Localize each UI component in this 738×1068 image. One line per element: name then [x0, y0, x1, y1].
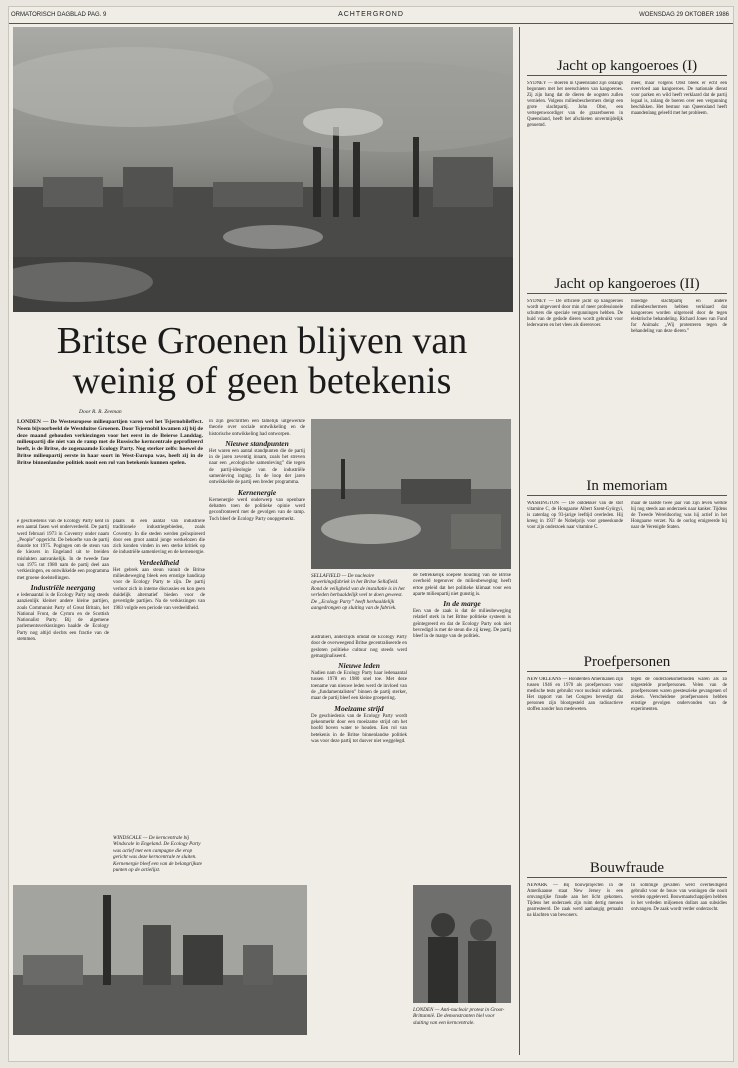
sidebar-box-proefpersonen — [527, 653, 727, 853]
page-header — [9, 7, 733, 24]
sidebar-text-kangoeroes-2a: SYDNEY — De officiële jacht op kangoeroes wordt uitgevoerd door min of meer professionele schutters die speciale vergunningen hebben. De huid van de gedode dieren wordt gebruikt voor lederwaren en het vlees als dierenvoer. — [527, 299, 623, 328]
col3-text3: Kernenergie werd onderwerp van openbare debatten toen de politieke opinie werd geconfronteerd met de gevolgen van de ramp. Toch bleef de Ecology Party onopgemerkt. — [209, 497, 305, 522]
article-intro: LONDEN — De Westeuropese milieupartijen varen wel het Tsjernobileffect. Neem bijvoorbeeld de Westduitse Groenen. Door Tsjernobil kwamen zij bij de deze maand gehouden verkiezingen voor het eerst in de Beierse Landdag. milieupartij die niet van de ramp met de Russische kerncentrale geprofiteerd heeft, is de Britse, de zogenaamde Ecology Party. Nog sterker zelfs: hoewel de Britse milieupartij eerste in haar soort in West-Europa was, heeft zij in de Britse binnenlandse politiek nooit een rol van betekenis kunnen spelen. — [17, 419, 203, 466]
sidebar-text-kangoeroes-1a: SYDNEY — Boeren in Queensland zijn onlangs begonnen met het neerschieten van kangoeroes. Zij zijn bang dat de dieren de oogsten zullen vernielen. Volgens milieubeschermers dreigt een grote slachtpartij. John Obst, een vertegenwoordiger van de grazerboeren in Queensland, heeft het afschieten onvermijdelijk genoemd. — [527, 81, 623, 128]
col5-text: de betrekkelijk soepele houding van de Britse overheid tegenover de milieubeweging heeft ertoe geleid dat het politieke klimaat voor een aparte milieupartij niet gunstig is. — [413, 573, 511, 597]
col2-text: plaats in een aantal van industriële traditionele industriegebieden, zoals Coventry. In die steden werden geïnspireerd door een groot aantal jonge werkelozen die zich konden vinden in een sterke kritiek op de industriële samenleving en de kernenergie. — [113, 519, 205, 556]
header-date: WOENSDAG 29 OKTOBER 1986 — [639, 12, 729, 18]
sidebar-box-kangoeroes-1 — [527, 57, 727, 267]
photo-sellafield-image — [311, 419, 511, 569]
column-divider — [519, 27, 520, 1055]
col2-text2: Het gebrek aan steun vanuit de Britse milieubeweging bleek een ernstige handicap voor de Ecology Party te zijn. De partij verloor zich in interne discussies en kon geen duidelijk alternatief bieden voor de gevestigde partijen. Na de verkiezingen van 1983 volgde een periode van verdeeldheid. — [113, 567, 205, 611]
article-column-5 — [413, 573, 511, 881]
photo-industrial-image — [13, 27, 513, 312]
header-left: ORMATORISCH DAGBLAD PAG. 9 — [11, 12, 107, 18]
sidebar-title-in-memoriam: In memoriam — [527, 477, 727, 496]
article-column-1 — [17, 519, 109, 879]
caption-london-protest: LONDEN — Anti-nucleair protest in Groot-Brittannië. De demonstranten hiel voor sluiting van een kerncentrale. — [413, 1007, 505, 1026]
col1-text: e geschiedenis van de Ecology Party kent in een aantal fasen wel onderverdeeld. De partij werd februari 1973 in Coventry onder naam „People” opgericht. De behoefte van de partij duurde tot 1975. Pogingen om de steun van de kiezers in Engeland uit te breiden mislukten aanvankelijk. In de tweede fase van 1975 tot 1980 nam de partij deel aan verkiezingen, en ontwikkelde een programma met groene doelstellingen. — [17, 519, 109, 581]
article-column-2 — [113, 519, 205, 829]
caption-sellafield: SELLAFIELD — De nucleaire opwerkingsfabriek in het Britse Sellafield. Rond de veiligheid van de installatie is in het verleden herhaaldelijk veel te doen geweest. De „Ecology Party” heeft herhaaldelijk aangedrongen op sluiting van de fabriek. — [311, 573, 405, 612]
subhead-nieuwe-leden: Nieuwe leden — [338, 661, 380, 671]
sidebar-text-kangoeroes-1b: meer, maar volgens Obst bleek er echt een overvloed aan kangoeroes. De nationale dienst voor parken en wild heeft verklaard dat de partij legaal is, zolang de boeren over een vergunning beschikken. Het bestuur van Queensland heeft maandenlang geleefd met het probleem. — [631, 81, 727, 116]
caption-windscale: WINDSCALE — De kerncentrale bij Windscale in Engeland. De Ecology Party was actief met een campagne die erop gericht was deze kerncentrale te sluiten. Kernenergie bleef een van de belangrijkste punten op de actielijst. — [113, 835, 202, 874]
sidebar-text-bouwfraude-b: In sommige gevallen werd overheidsgeld gebruikt voor de bouw van woningen die nooit werden opgeleverd. Bouwmaatschappijen hebben in het verleden miljoenen dollars aan subsidies ontvangen. De zaak wordt verder onderzocht. — [631, 883, 727, 912]
photo-windscale — [13, 885, 307, 1035]
subhead-verdeeldheid: Verdeeldheid — [139, 557, 179, 567]
sidebar-box-kangoeroes-2 — [527, 275, 727, 475]
col4-text2: Nadien nam de Ecology Party haar ledenaantal tussen 1978 en 1980 snel toe. Met deze toename van nieuwe leden werd de invloed van de „fundamentalisten” binnen de partij sterker, maar de partij bleef een kleine groepering. — [311, 671, 407, 702]
col4-text3: De geschiedenis van de Ecology Party wordt gekenmerkt door een moeizame strijd om het hoofd boven water te houden. Een rol van betekenis in de Britse binnenlandse politiek was voor deze partij tot dusver niet weggelegd. — [311, 713, 407, 744]
subhead-moeizame-strijd: Moeizame strijd — [334, 703, 384, 713]
subhead-kernenergie: Kernenergie — [237, 487, 277, 497]
col3-text: in zijn geschriften een tamelijk uitgewerkte theorie over sociale ontwikkeling en de historische ontwikkeling had ontworpen. — [209, 419, 305, 437]
sidebar-text-proefpersonen-b: tegen de onderzoeksmethoden waren als zo uitgestelde proefpersonen. Velen van de proefpersonen waren geesteszieke gevangenen of zieken. Verscheidene proefpersonen hebben ernstige gevolgen ondervonden van de experimenten. — [631, 677, 727, 712]
photo-windscale-image — [13, 885, 307, 1035]
sidebar-text-in-memoriam-b: maar de laatste twee jaar van zijn leven werkte hij nog steeds aan onderzoek naar kanker. Tijdens de Tweede Wereldoorlog was hij actief in het Hongaarse verzet. Na de oorlog emigreerde hij naar de Verenigde Staten. — [631, 501, 727, 530]
sidebar-text-proefpersonen-a: NEW ORLEANS — Honderden Amerikanen zijn tussen 1946 en 1970 als proefpersoon voor medische tests gebruikt voor nucleair onderzoek. Het rapport van het Congres bevestigt dat personen zijn blootgesteld aan radioactieve stoffen zonder hun medeweten. — [527, 677, 623, 712]
newspaper-page — [8, 6, 734, 1062]
header-section: ACHTERGROND — [338, 11, 404, 18]
subhead-industriele-neergang: Industriële neergang — [30, 582, 96, 592]
photo-protest-image — [413, 885, 511, 1003]
col1-text2: e ledenaantal is de Ecology Party nog steeds aanzienlijk kleiner andere kleine partijen, zoals Communist Party of Great Britain, het National Front, de Cymru en de Scottish Nationalist Party. Bij de algemene parlementsverkiezingen haalde de Ecology Party nog altijd slechts een fractie van de stemmen. — [17, 592, 109, 643]
sidebar-title-kangoeroes-2: Jacht op kangoeroes (II) — [527, 275, 727, 294]
photo-london-protest — [413, 885, 511, 1003]
col3-text2: Het waren een aantal standpunten die de partij in de jaren zeventig innam, zoals het streven naar een „ecologische samenleving” die tegen de partij-ideologie van de industriële samenleving inging. In de loop der jaren ontwikkelde de partij een breder programma. — [209, 448, 305, 486]
col4-text: australiëri, anderzijds omdat de Ecology Party door de overweegend Britse gecentraliseerde en gesloten politieke cultuur nog steeds werd gemarginaliseerd. — [311, 635, 407, 659]
sidebar-title-bouwfraude: Bouwfraude — [527, 859, 727, 878]
sidebar-text-bouwfraude-a: NEWARK — Bij bouwprojecten in de Amerikaanse staat New Jersey is een omvangrijke fraude aan het licht gekomen. Tijdens het onderzoek zijn ruim dertig mensen gearresteerd. De zaak werd aanhangig gemaakt na klachten van bewoners. — [527, 883, 623, 918]
article-column-3 — [209, 419, 305, 879]
sidebar-title-proefpersonen: Proefpersonen — [527, 653, 727, 672]
article-column-4 — [311, 635, 407, 1055]
sidebar-box-in-memoriam — [527, 477, 727, 647]
photo-industrial-skyline — [13, 27, 513, 312]
sidebar-title-kangoeroes-1: Jacht op kangoeroes (I) — [527, 57, 727, 76]
subhead-in-de-marge: In de marge — [443, 599, 481, 609]
byline: Door R. R. Zeeman — [79, 409, 122, 415]
subhead-nieuwe-standpunten: Nieuwe standpunten — [225, 438, 289, 448]
sidebar-text-in-memoriam-a: WASHINGTON — De ontdekker van de stof vitamine C, de Hongaarse Albert Szent-Györgyi, is zaterdag op 93-jarige leeftijd overleden. Hij kreeg in 1937 de Nobelprijs voor geneeskunde voor zijn onderzoek naar vitamine C. — [527, 501, 623, 530]
sidebar-box-bouwfraude — [527, 859, 727, 1039]
photo-sellafield — [311, 419, 511, 569]
sidebar-text-kangoeroes-2b: bloedige slachtpartij en andere milieubeschermers hebben verklaard dat kangoeroes worden uitgeroeid door de tegen elektrische behandeling. Richard Jones van Fund for Animals: „Wij protesteren tegen de behandeling van deze dieren.” — [631, 299, 727, 334]
col5-text2: Een van de zaak is dat de milieubeweging relatief sterk in het Britse politieke systeem is geïntegreerd en dat de Ecology Party ook niet bevredigd is met de steun die zij kreeg. De partij bleef in de marge van de politiek. — [413, 609, 511, 640]
main-headline: Britse Groenen blijven van weinig of geen betekenis — [56, 320, 468, 402]
